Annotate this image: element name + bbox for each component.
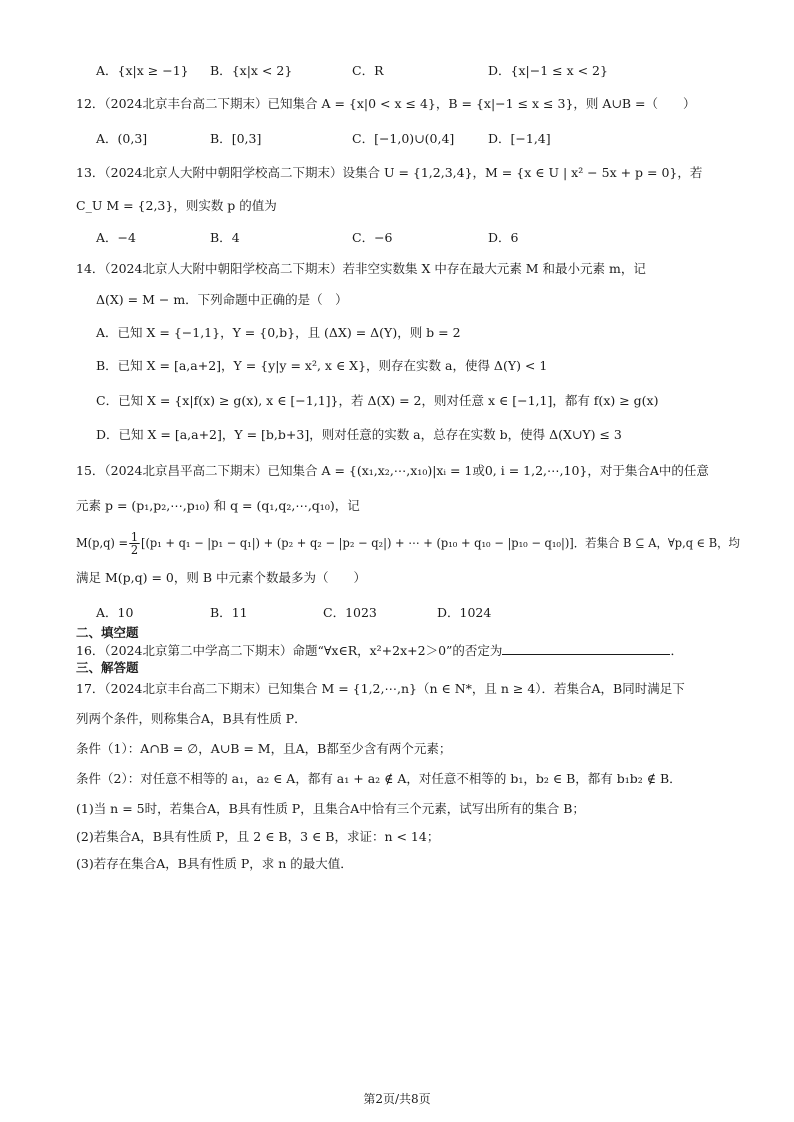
q13-stem-line1: 13．（2024北京人大附中朝阳学校高二下期末）设集合 U = {1,2,3,4}，M = {x ∈ U | x² − 5x + p = 0}，若: [76, 165, 703, 180]
q17-subquestion-3: (3)若存在集合A，B具有性质 P，求 n 的最大值．: [76, 856, 353, 871]
q12-option-d: D．[−1,4]: [488, 131, 551, 146]
q14-option-d: D．已知 X = [a,a+2]，Y = [b,b+3]，则对任意的实数 a，总存在实数 b，使得 Δ(X∪Y) ≤ 3: [96, 427, 622, 442]
q15-stem-line4: 满足 M(p,q) = 0，则 B 中元素个数最多为（ ）: [76, 570, 367, 585]
q11-option-b: B．{x|x < 2}: [210, 63, 293, 78]
q15-option-b: B．11: [210, 605, 248, 620]
q17-stem-line1: 17．（2024北京丰台高二下期末）已知集合 M = {1,2,⋯,n}（n ∈ N*，且 n ≥ 4）．若集合A，B同时满足下: [76, 681, 685, 696]
q12-stem: 12．（2024北京丰台高二下期末）已知集合 A = {x|0 < x ≤ 4}，B = {x|−1 ≤ x ≤ 3}，则 A∪B =（ ）: [76, 96, 696, 111]
q14-option-c: C．已知 X = {x|f(x) ≥ g(x), x ∈ [−1,1]}，若 Δ(X) = 2，则对任意 x ∈ [−1,1]，都有 f(x) ≥ g(x): [96, 393, 659, 408]
q15-option-d: D．1024: [437, 605, 492, 620]
q13-option-a: A．−4: [96, 230, 136, 245]
q14-option-b: B．已知 X = [a,a+2]，Y = {y|y = x², x ∈ X}，则存在实数 a，使得 Δ(Y) < 1: [96, 358, 548, 373]
section-fill-in-heading: 二、填空题: [76, 625, 139, 640]
page-number: 第2页/共8页: [363, 1092, 431, 1106]
q17-subquestion-1: (1)当 n = 5时，若集合A，B具有性质 P，且集合A中恰有三个元素，试写出所有的集合 B；: [76, 801, 585, 816]
q12-option-c: C．[−1,0)∪(0,4]: [352, 131, 455, 146]
q13-option-b: B．4: [210, 230, 240, 245]
q11-option-a: A．{x|x ≥ −1}: [96, 63, 189, 78]
q11-option-d: D．{x|−1 ≤ x < 2}: [488, 63, 608, 78]
q11-option-c: C．R: [352, 63, 384, 78]
q15-stem-line1: 15．（2024北京昌平高二下期末）已知集合 A = {(x₁,x₂,⋯,x₁₀)|xᵢ = 1或0, i = 1,2,⋯,10}，对于集合A中的任意: [76, 463, 709, 478]
q12-option-a: A．(0,3]: [96, 131, 148, 146]
q17-stem-line2: 列两个条件，则称集合A，B具有性质 P．: [76, 711, 307, 726]
q14-stem-line1: 14．（2024北京人大附中朝阳学校高二下期末）若非空实数集 X 中存在最大元素 M 和最小元素 m，记: [76, 261, 646, 276]
page-footer: [0, 1090, 794, 1107]
q15-formula-line: M(p,q) = $\frac{1}{2}$ [(p₁ + q₁ − |p₁ − q₁|) + (p₂ + q₂ − |p₂ − q₂|) + ⋯ + (p₁₀ + q₁₀ − |p₁₀ − q₁₀|)]．若集合 B ⊆ A，∀p,q ∈ B，均: [76, 530, 740, 557]
q13-stem-line2: C_U M = {2,3}，则实数 p 的值为: [76, 198, 277, 213]
q16-answer-blank[interactable]: [502, 642, 670, 655]
section-solution-heading: 三、解答题: [76, 660, 139, 675]
q14-stem-line2: Δ(X) = M − m．下列命题中正确的是（ ）: [96, 292, 348, 307]
q12-option-b: B．[0,3]: [210, 131, 262, 146]
q17-condition-1: 条件（1）：A∩B = ∅，A∪B = M，且A，B都至少含有两个元素；: [76, 741, 452, 756]
q13-option-c: C．−6: [352, 230, 393, 245]
q15-stem-line2: 元素 p = (p₁,p₂,⋯,p₁₀) 和 q = (q₁,q₂,⋯,q₁₀)，记: [76, 498, 360, 513]
q15-option-c: C．1023: [323, 605, 377, 620]
fraction-one-half: $\frac{1}{2}$: [130, 530, 139, 557]
q13-option-d: D．6: [488, 230, 519, 245]
q17-subquestion-2: (2)若集合A，B具有性质 P，且 2 ∈ B，3 ∈ B，求证：n < 14；: [76, 829, 440, 844]
q16-stem: 16．（2024北京第二中学高二下期末）命题“∀x∈R，x²+2x+2＞0”的否定为 ．: [76, 643, 683, 658]
q15-option-a: A．10: [96, 605, 134, 620]
q17-condition-2: 条件（2）：对任意不相等的 a₁，a₂ ∈ A，都有 a₁ + a₂ ∉ A，对任意不相等的 b₁，b₂ ∈ B，都有 b₁b₂ ∉ B．: [76, 771, 682, 786]
q14-option-a: A．已知 X = {−1,1}，Y = {0,b}，且 (ΔX) = Δ(Y)，则 b = 2: [96, 325, 461, 340]
